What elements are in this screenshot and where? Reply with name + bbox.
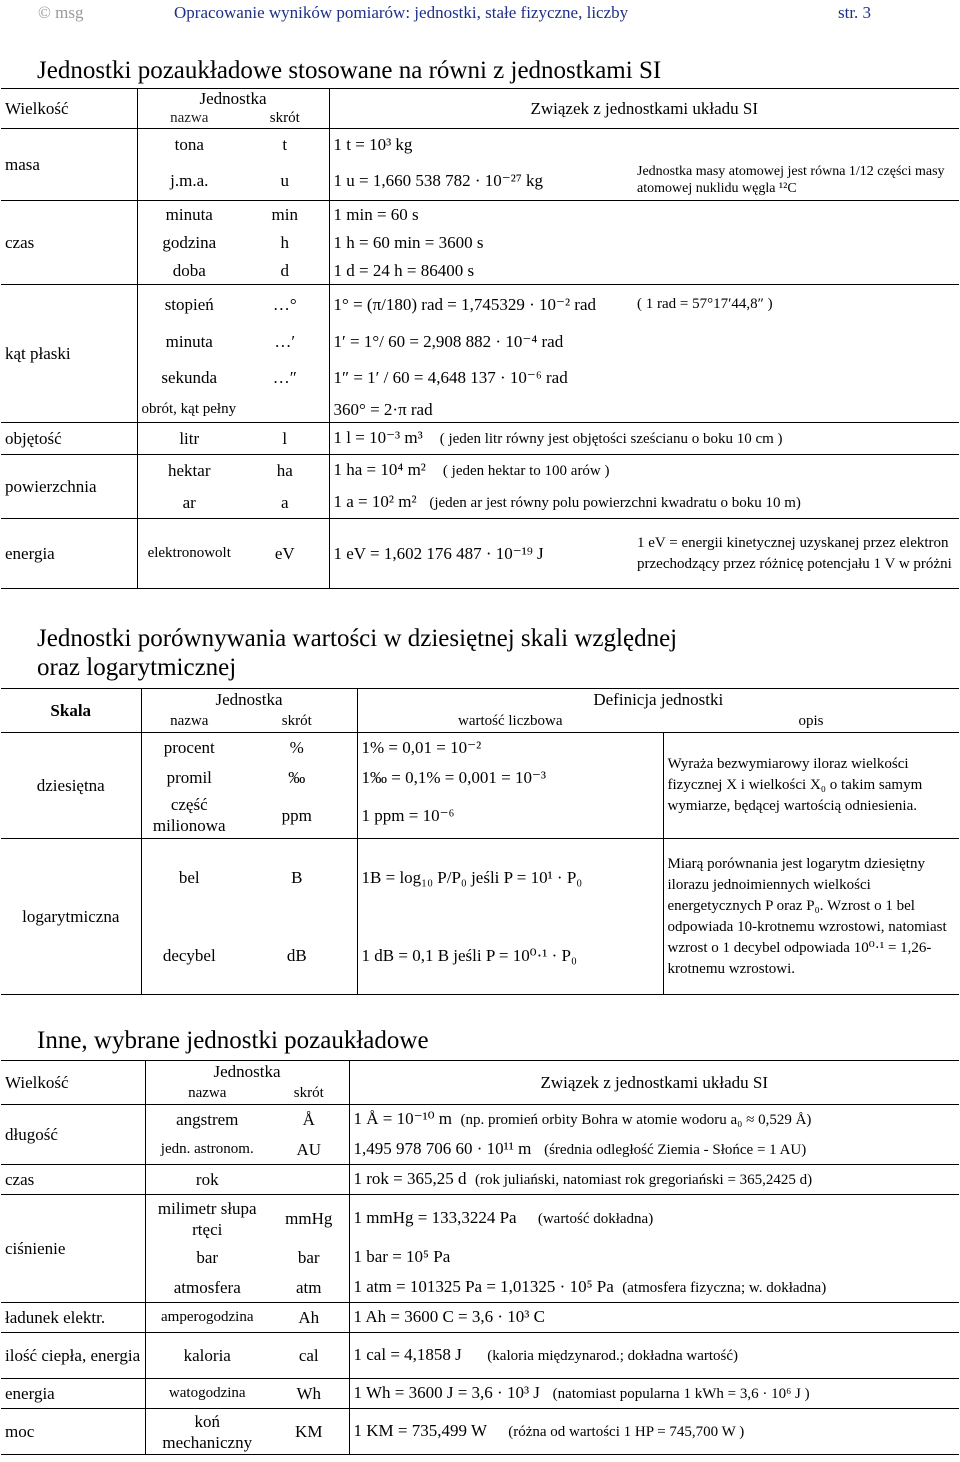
unit-note — [633, 359, 959, 397]
table-row — [1, 325, 959, 359]
unit-note — [633, 129, 959, 161]
unit-relation-value: 1 Å = 10⁻¹⁰ m — [353, 1109, 452, 1129]
unit-relation — [349, 1303, 959, 1333]
unit-symbol: min — [271, 205, 298, 225]
unit-name: doba — [172, 260, 206, 280]
unit-value: 1B = log₁₀ P/P₀ jeśli P = 10¹ · P₀ — [357, 839, 663, 917]
unit-name: milimetr słupa rtęci — [157, 1198, 257, 1239]
table-row — [1, 1165, 959, 1195]
quantity-ladunek: ładunek elektr. — [1, 1303, 145, 1333]
quantity-dlugosc: długość — [1, 1105, 145, 1165]
unit-relation: 1″ = 1′ / 60 = 4,648 137 · 10⁻⁶ rad — [329, 359, 633, 397]
unit-symbol: t — [282, 135, 288, 155]
unit-name: stopień — [164, 295, 214, 315]
quantity-energia: energia — [1, 519, 137, 589]
col-header-skrot: skrót — [281, 712, 312, 729]
unit-relation — [349, 1105, 959, 1135]
unit-symbol: ‰ — [288, 768, 306, 787]
unit-name: sekunda — [161, 368, 218, 387]
unit-relation — [349, 1333, 959, 1379]
section-heading-si-compatible: Jednostki pozaukładowe stosowane na równi z jednostkami SI — [37, 57, 662, 84]
table-row — [1, 397, 959, 423]
col-header-nazwa: nazwa — [188, 1084, 227, 1101]
unit-note: ( jeden litr równy jest objętości sześcianu o boku 10 cm ) — [439, 431, 783, 447]
table-row — [1, 839, 959, 917]
unit-note: (jeden ar jest równy polu powierzchni kwadratu o boku 10 m) — [429, 494, 801, 511]
unit-name: j.m.a. — [170, 170, 209, 190]
heading-line: Jednostki porównywania wartości w dziesiętnej skali względnej — [37, 625, 678, 652]
page-header — [0, 0, 960, 30]
table-si-compatible-units — [1, 88, 959, 589]
unit-name: elektronowolt — [147, 545, 231, 561]
unit-note: ( jeden hektar to 100 arów ) — [442, 463, 610, 480]
section-heading-other-units: Inne, wybrane jednostki pozaukładowe — [37, 1027, 429, 1054]
unit-symbol: cal — [298, 1346, 319, 1365]
unit-name: kaloria — [183, 1346, 231, 1365]
unit-note: Jednostka masy atomowej jest równa 1/12 części masy atomowej nuklidu węgla ¹²C — [637, 164, 945, 197]
unit-symbol: bar — [297, 1248, 320, 1267]
table-row — [1, 1243, 959, 1273]
unit-relation-value: 1 atm = 101325 Pa = 1,01325 · 10⁵ Pa — [353, 1276, 614, 1296]
unit-name: bar — [196, 1248, 219, 1267]
unit-relation — [349, 1195, 959, 1243]
unit-relation-value: 1 KM = 735,499 W — [353, 1421, 487, 1440]
scale-description: Wyraża bezwymiarowy iloraz wielkości fizycznej X i wielkości X₀ o takim samym wymiarze, będącej wartością odniesienia. — [663, 733, 959, 839]
table-row — [1, 285, 959, 325]
unit-note: 1 eV = energii kinetycznej uzyskanej przez elektron przechodzący przez różnicę potencjału 1 V w próżni — [637, 534, 952, 572]
unit-relation-value: 1 l = 10⁻³ m³ — [333, 428, 423, 447]
quantity-cieplo: ilość ciepła, energia — [1, 1333, 145, 1379]
unit-name: ar — [182, 492, 196, 512]
unit-relation — [329, 487, 959, 519]
table-row — [1, 359, 959, 397]
unit-note: (wartość dokładna) — [537, 1211, 654, 1228]
col-header-opis: opis — [798, 712, 824, 729]
table-row — [1, 257, 959, 285]
unit-symbol: d — [280, 260, 289, 280]
quantity-moc: moc — [1, 1409, 145, 1455]
unit-symbol — [269, 1165, 349, 1195]
unit-relation: 1 u = 1,660 538 782 · 10⁻²⁷ kg — [329, 161, 633, 201]
unit-name: godzina — [162, 233, 217, 252]
scale-description: Miarą porównania jest logarytm dziesiętny ilorazu jednoimiennych wielkości energetycznych P oraz P₀. Wzrost o 1 bel odpowiada 10-krotnemu wzrostowi, natomiast wzrost o 1 decybel odpowiada 10⁰·¹ = 1,26-krotnemu wzrostowi. — [663, 839, 959, 995]
unit-symbol: ppm — [281, 805, 312, 825]
table-row — [1, 1135, 959, 1165]
unit-name: angstrem — [176, 1110, 239, 1130]
unit-symbol: …° — [272, 295, 297, 315]
unit-relation-value: 1 cal = 4,1858 J — [353, 1345, 462, 1364]
unit-name: atmosfera — [173, 1277, 241, 1297]
unit-relation: 1° = (π/180) rad = 1,745329 · 10⁻² rad — [329, 285, 633, 325]
unit-name: jedn. astronom. — [160, 1140, 254, 1157]
unit-relation-value: 1 bar = 10⁵ Pa — [353, 1247, 451, 1266]
unit-relation-value: 1,495 978 706 60 · 10¹¹ m — [353, 1138, 532, 1158]
table-row — [1, 1273, 959, 1303]
table-row — [1, 487, 959, 519]
quantity-czas: czas — [1, 1165, 145, 1195]
unit-relation-value: 1 mmHg = 133,3224 Pa — [353, 1208, 517, 1228]
unit-note: (np. promień orbity Bohra w atomie wodoru a₀ ≈ 0,529 Å) — [460, 1112, 812, 1129]
unit-name: część milionowa — [152, 795, 226, 836]
unit-name: litr — [179, 429, 200, 448]
unit-symbol: h — [280, 233, 289, 252]
col-header-jednostka: Jednostka — [199, 89, 267, 109]
table-row — [1, 1105, 959, 1135]
copyright-label: © msg — [38, 3, 84, 22]
unit-name: minuta — [165, 332, 213, 351]
unit-symbol: KM — [295, 1422, 323, 1441]
unit-note: (kaloria międzynarod.; dokładna wartość) — [487, 1348, 739, 1364]
col-header-skrot: skrót — [293, 1084, 324, 1101]
unit-note: ( 1 rad = 57°17′44,8″ ) — [637, 296, 773, 313]
unit-note: (natomiast popularna 1 kWh = 3,6 · 10⁶ J ) — [552, 1386, 810, 1402]
unit-relation — [349, 1243, 959, 1273]
quantity-masa: masa — [1, 129, 137, 201]
unit-note — [633, 229, 959, 257]
unit-symbol: AU — [296, 1139, 322, 1159]
table-row — [1, 519, 959, 589]
unit-symbol: % — [289, 738, 304, 758]
unit-symbol: B — [291, 868, 303, 888]
table-row — [1, 1379, 959, 1409]
col-header-nazwa: nazwa — [170, 712, 209, 729]
unit-symbol: dB — [286, 945, 307, 965]
unit-relation-value: 1 a = 10² m² — [333, 491, 417, 511]
col-header-jednostka: Jednostka — [213, 1062, 281, 1082]
unit-relation-value: 1 Wh = 3600 J = 3,6 · 10³ J — [353, 1383, 540, 1402]
col-header-definicja: Definicja jednostki — [357, 689, 959, 711]
document-title: Opracowanie wyników pomiarów: jednostki, stałe fizyczne, liczby — [174, 3, 629, 22]
unit-name: minuta — [165, 205, 213, 225]
unit-value: 1 ppm = 10⁻⁶ — [357, 793, 663, 839]
unit-relation — [349, 1379, 959, 1409]
table-row — [1, 455, 959, 487]
unit-value: 1 dB = 0,1 B jeśli P = 10⁰·¹ · P₀ — [357, 917, 663, 995]
unit-value: 1% = 0,01 = 10⁻² — [357, 733, 663, 763]
unit-note: (rok juliański, natomiast rok gregoriański = 365,2425 d) — [475, 1172, 813, 1188]
table-row — [1, 129, 959, 161]
table-row — [1, 229, 959, 257]
unit-value: 1‰ = 0,1% = 0,001 = 10⁻³ — [357, 763, 663, 793]
table-row — [1, 1195, 959, 1243]
unit-symbol: u — [280, 170, 289, 190]
unit-symbol: …′ — [274, 332, 296, 351]
unit-relation — [349, 1165, 959, 1195]
table-row — [1, 423, 959, 455]
unit-name: amperogodzina — [161, 1309, 254, 1325]
scale-logarytmiczna: logarytmiczna — [1, 839, 141, 995]
unit-note — [633, 325, 959, 359]
scale-dziesietna: dziesiętna — [1, 733, 141, 839]
unit-relation: 1 h = 60 min = 3600 s — [329, 229, 633, 257]
unit-name: rok — [195, 1170, 219, 1189]
section-heading-relative-scale — [37, 624, 677, 682]
table-other-units — [1, 1060, 959, 1455]
unit-name: promil — [166, 768, 212, 787]
quantity-cisnienie: ciśnienie — [1, 1195, 145, 1303]
col-header-wartosc: wartość liczbowa — [357, 711, 663, 733]
unit-name: hektar — [168, 461, 211, 481]
col-header-skrot: skrót — [269, 109, 300, 126]
col-header-skala: Skala — [1, 689, 141, 733]
unit-relation-value: 1 rok = 365,25 d — [353, 1169, 467, 1188]
unit-name: watogodzina — [168, 1385, 246, 1401]
unit-symbol: Å — [302, 1110, 315, 1130]
unit-relation: 1 d = 24 h = 86400 s — [329, 257, 633, 285]
unit-symbol: a — [280, 492, 289, 512]
unit-relation — [329, 423, 959, 455]
col-header-zwiazek: Związek z jednostkami układu SI — [329, 89, 959, 129]
unit-relation — [349, 1409, 959, 1455]
quantity-kat-plaski: kąt płaski — [1, 285, 137, 423]
table-row — [1, 1303, 959, 1333]
unit-relation: 1 eV = 1,602 176 487 · 10⁻¹⁹ J — [329, 519, 633, 589]
unit-relation: 360° = 2·π rad — [329, 397, 633, 423]
unit-name: obrót, kąt pełny — [141, 400, 237, 417]
unit-symbol: ha — [276, 461, 293, 481]
unit-symbol: atm — [296, 1277, 322, 1297]
unit-note — [633, 201, 959, 229]
unit-note — [633, 257, 959, 285]
table-relative-scale-units — [1, 688, 959, 995]
unit-symbol: l — [282, 429, 288, 448]
unit-note: (atmosfera fizyczna; w. dokładna) — [622, 1279, 827, 1296]
unit-symbol: eV — [274, 544, 295, 563]
quantity-energia: energia — [1, 1379, 145, 1409]
unit-symbol: Ah — [298, 1308, 320, 1327]
col-header-wielkosc: Wielkość — [1, 1061, 145, 1105]
unit-relation-value: 1 ha = 10⁴ m² — [333, 460, 426, 480]
table-row — [1, 201, 959, 229]
unit-name: procent — [163, 738, 215, 758]
unit-name: decybel — [162, 945, 216, 965]
unit-relation-value: 1 Ah = 3600 C = 3,6 · 10³ C — [353, 1307, 545, 1326]
unit-symbol: mmHg — [285, 1209, 333, 1229]
unit-relation — [349, 1135, 959, 1165]
unit-symbol: …″ — [272, 368, 297, 387]
quantity-czas: czas — [1, 201, 137, 285]
unit-note: (różna od wartości 1 HP = 745,700 W ) — [508, 1424, 745, 1440]
heading-line: oraz logarytmicznej — [37, 654, 237, 681]
unit-relation — [349, 1273, 959, 1303]
unit-relation: 1 t = 10³ kg — [329, 129, 633, 161]
unit-relation: 1′ = 1°/ 60 = 2,908 882 · 10⁻⁴ rad — [329, 325, 633, 359]
col-header-jednostka: Jednostka — [215, 690, 283, 710]
table-row — [1, 733, 959, 763]
unit-note — [633, 397, 959, 423]
unit-symbol: Wh — [296, 1384, 322, 1403]
col-header-wielkosc: Wielkość — [1, 89, 137, 129]
table-row — [1, 1409, 959, 1455]
unit-name: bel — [178, 868, 200, 888]
table-row — [1, 161, 959, 201]
col-header-nazwa: nazwa — [170, 109, 209, 126]
unit-relation: 1 min = 60 s — [329, 201, 633, 229]
unit-relation — [329, 455, 959, 487]
unit-name: koń mechaniczny — [162, 1411, 253, 1452]
quantity-powierzchnia: powierzchnia — [1, 455, 137, 519]
unit-note: (średnia odległość Ziemia - Słońce = 1 AU) — [544, 1141, 807, 1158]
col-header-zwiazek: Związek z jednostkami układu SI — [349, 1061, 959, 1105]
page-number: str. 3 — [838, 3, 872, 22]
unit-name: tona — [174, 135, 204, 155]
quantity-objetosc: objętość — [1, 423, 137, 455]
table-row — [1, 1333, 959, 1379]
